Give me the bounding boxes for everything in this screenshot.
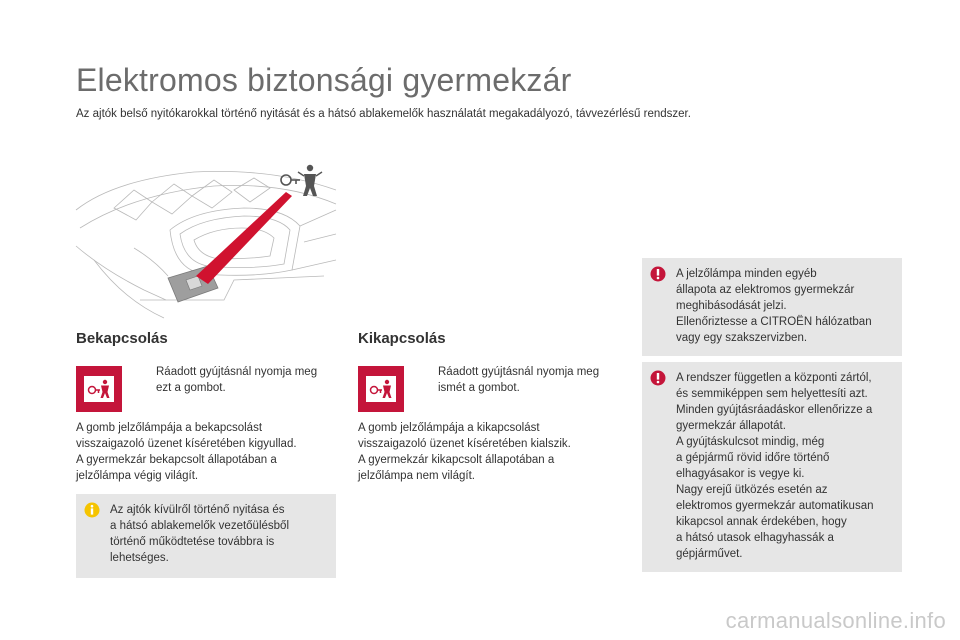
warning-independence-text: A rendszer független a központi zártól, és semmiképpen sem helyettesíti azt. Minden gyújtásráadáskor ellenőrizze a gyermekzár állapotát. A gyújtáskulcsot mindig, még a gépjármű rövid időre történő elhagyásakor is vegye ki. Nagy erejű ütközés esetén az elektromos gyermekzár automatikusan kikapcsol annak érdekében, hogy a hátsó utasok elhagyhassák a gépjárművet. [676, 372, 874, 560]
activation-heading: Bekapcsolás [76, 330, 168, 347]
info-icon [84, 502, 100, 518]
deactivation-heading: Kikapcsolás [358, 330, 446, 347]
child-lock-button-image-off [358, 366, 404, 412]
activation-instruction: Ráadott gyújtásnál nyomja meg ezt a gombot. [156, 366, 318, 394]
child-lock-icon [86, 378, 112, 400]
watermark: carmanualsonline.info [725, 608, 946, 633]
child-lock-icon [368, 378, 394, 400]
deactivation-instruction: Ráadott gyújtásnál nyomja meg ismét a gombot. [438, 366, 600, 394]
page-subtitle: Az ajtók belső nyitókarokkal történő nyitását és a hátsó ablakemelők használatát megakadályozó, távvezérlésű rendszer. [76, 108, 691, 120]
child-lock-button-image [76, 366, 122, 412]
door-panel-illustration [74, 150, 338, 322]
warning-icon [650, 266, 666, 282]
warning-malfunction-text: A jelzőlámpa minden egyéb állapota az elektromos gyermekzár meghibásodását jelzi. Ellenőriztesse a CITROËN hálózatban vagy egy szakszervizben. [676, 268, 872, 344]
activation-description: A gomb jelzőlámpája a bekapcsolást visszaigazoló üzenet kíséretében kigyullad. A gyermekzár bekapcsolt állapotában a jelzőlámpa végig világít. [76, 422, 297, 482]
deactivation-description: A gomb jelzőlámpája a kikapcsolást visszaigazoló üzenet kíséretében kialszik. A gyermekzár kikapcsolt állapotában a jelzőlámpa nem világít. [358, 422, 571, 482]
warning-icon [650, 370, 666, 386]
info-note-text: Az ajtók kívülről történő nyitása és a hátsó ablakemelők vezetőülésből történő működtetése továbbra is lehetséges. [110, 504, 290, 564]
page-title: Elektromos biztonsági gyermekzár [76, 62, 572, 98]
info-note-box [76, 494, 336, 578]
warning-box-malfunction [642, 258, 902, 356]
warning-box-independence [642, 362, 902, 572]
